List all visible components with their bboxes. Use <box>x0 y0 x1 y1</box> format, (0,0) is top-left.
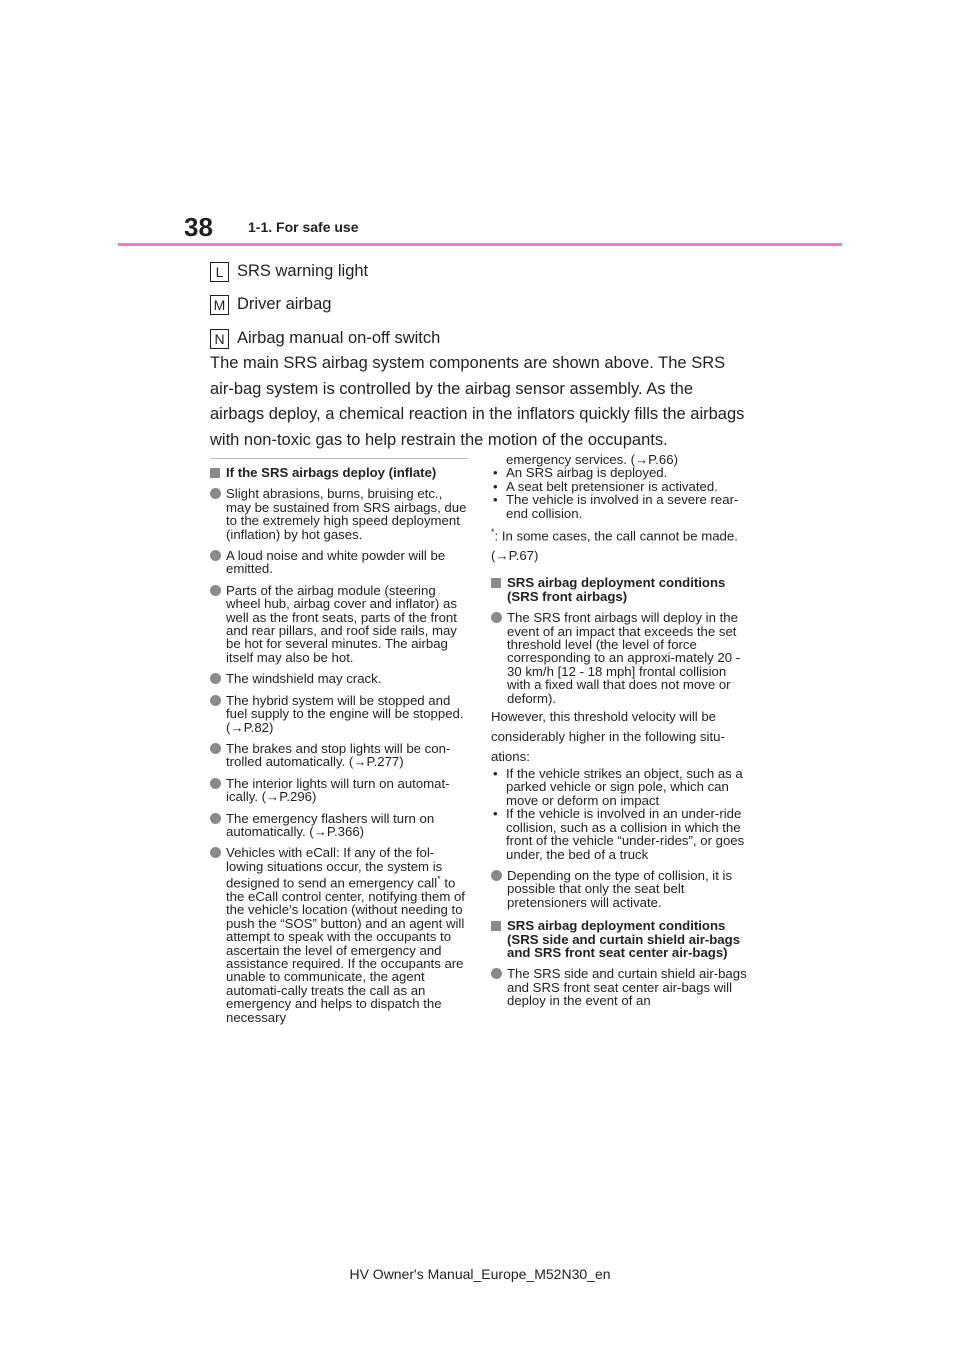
list-item-ecall: Vehicles with eCall: If any of the fol-lowing situations occur, the system is designed to send an emergency call* to the eCall control center, notifying them of the vehicle’s location (without needing to push the “SOS” button) and an agent will attempt to speak with the occupants to ascertain the level of emergency and assistance required. If the occupants are unable to communicate, the agent automati-cally treats the call as an emergency and helps to dispatch the necessary <box>210 846 468 1024</box>
callout-text: Driver airbag <box>237 295 332 313</box>
circle-bullet-icon <box>491 870 502 881</box>
callout-letter-box: L <box>210 262 229 282</box>
circle-bullet-icon <box>210 778 221 789</box>
list-item: A loud noise and white powder will be emitted. <box>210 549 468 576</box>
callout-letter-box: N <box>210 329 229 349</box>
situation-item: • If the vehicle strikes an object, such as a parked vehicle or sign pole, which can move or deform on impact <box>493 766 743 808</box>
square-bullet-icon <box>210 468 220 478</box>
circle-bullet-icon <box>491 612 502 623</box>
list-item: The SRS side and curtain shield air-bags and SRS front seat center air-bags will deploy in the event of an <box>491 967 749 1007</box>
ecall-condition: • The vehicle is involved in a severe rear-end collision. <box>493 492 739 521</box>
column-divider <box>210 458 468 459</box>
section-heading-deploy <box>210 466 468 479</box>
circle-bullet-icon <box>210 673 221 684</box>
section-heading-front: SRS airbag deployment conditions (SRS front airbags) <box>491 576 749 603</box>
situation-item: • If the vehicle is involved in an under-ride collision, such as a collision in which the front of the vehicle “under-rides”, or goes under, the bed of a truck <box>493 806 745 862</box>
continued-text: emergency services. (→P.66) <box>506 452 678 467</box>
footnote-mark: * <box>437 874 441 885</box>
square-bullet-icon <box>491 578 501 588</box>
list-item: The brakes and stop lights will be con-trolled automatically. (→P.277) <box>210 742 468 769</box>
list-item: The emergency flashers will turn on automatically. (→P.366) <box>210 812 468 839</box>
callout-letter-box: M <box>210 295 229 315</box>
callout-m <box>210 294 331 315</box>
circle-bullet-icon <box>210 585 221 596</box>
right-column <box>491 453 749 1008</box>
list-item: Parts of the airbag module (steering wheel hub, airbag cover and inflator) as well as the front seats, parts of the front and rear pillars, and roof side rails, may be hot for several minutes. The airbag itself may also be hot. <box>210 584 468 664</box>
footer-text: HV Owner's Manual_Europe_M52N30_en <box>349 1266 611 1282</box>
heading-text: If the SRS airbags deploy (inflate) <box>226 465 437 480</box>
circle-bullet-icon <box>210 488 221 499</box>
circle-bullet-icon <box>210 813 221 824</box>
header-rule <box>118 243 842 246</box>
callout-n <box>210 328 440 349</box>
section-heading-side: SRS airbag deployment conditions (SRS side and curtain shield air-bags and SRS front seat center air-bags) <box>491 919 749 959</box>
section-title: 1-1. For safe use <box>248 219 359 235</box>
circle-bullet-icon <box>210 550 221 561</box>
callout-l <box>210 261 368 282</box>
circle-bullet-icon <box>210 743 221 754</box>
circle-bullet-icon <box>491 968 502 979</box>
circle-bullet-icon <box>210 695 221 706</box>
circle-bullet-icon <box>210 847 221 858</box>
footnote: *: In some cases, the call cannot be made. (→P.67) <box>491 527 738 564</box>
list-item: The windshield may crack. <box>210 672 468 685</box>
list-item: The interior lights will turn on automat-ically. (→P.296) <box>210 777 468 804</box>
list-item: The hybrid system will be stopped and fuel supply to the engine will be stopped. (→P.82) <box>210 694 468 734</box>
ecall-condition: • An SRS airbag is deployed. <box>493 465 668 481</box>
ecall-condition: • A seat belt pretensioner is activated. <box>493 478 718 494</box>
callout-text: SRS warning light <box>237 262 369 280</box>
paragraph: However, this threshold velocity will be considerably higher in the following situ-ations: <box>491 709 725 765</box>
left-column <box>210 466 468 1024</box>
list-item: Depending on the type of collision, it is possible that only the seat belt pretensioners will activate. <box>491 869 749 909</box>
callout-text: Airbag manual on-off switch <box>237 329 441 347</box>
intro-paragraph: The main SRS airbag system components are shown above. The SRS air-bag system is controlled by the airbag sensor assembly. As the airbags deploy, a chemical reaction in the inflators quickly fills the airbags with non-toxic gas to help restrain the motion of the occupants. <box>210 354 745 449</box>
page-number: 38 <box>184 212 213 242</box>
list-item: Slight abrasions, burns, bruising etc., may be sustained from SRS airbags, due to the extremely high speed deployment (inflation) by hot gases. <box>210 487 468 541</box>
list-item: The SRS front airbags will deploy in the event of an impact that exceeds the set threshold level (the level of force corresponding to an approxi-mately 20 - 30 km/h [12 - 18 mph] frontal collision with a fixed wall that does not move or deform). <box>491 611 749 705</box>
square-bullet-icon <box>491 921 501 931</box>
